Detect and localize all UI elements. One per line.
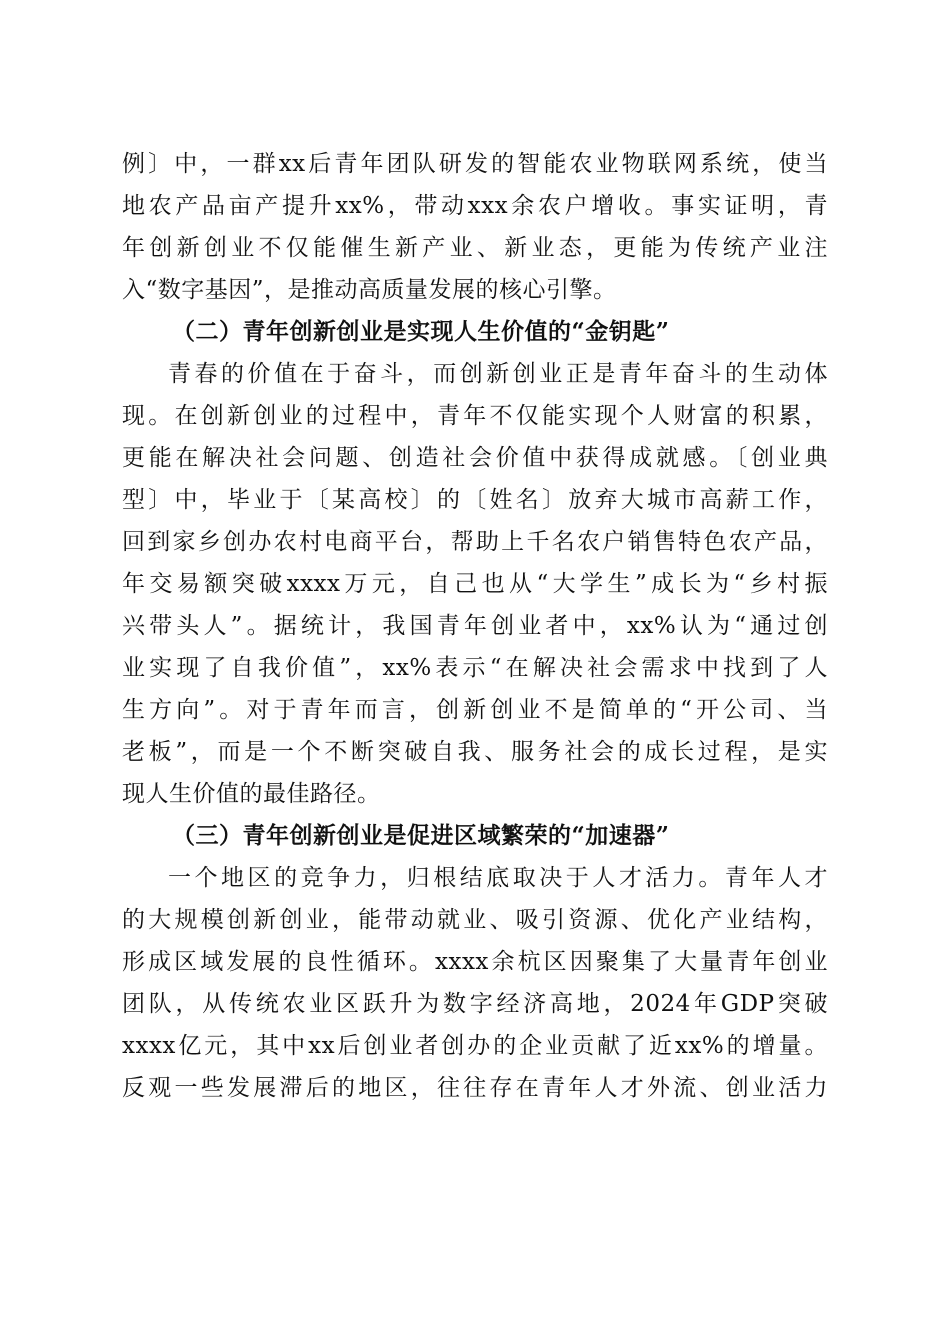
- paragraph-line: xxxx亿元，其中xx后创业者创办的企业贡献了近xx%的增量。: [122, 1033, 828, 1059]
- paragraph-line: 一个地区的竞争力，归根结底取决于人才活力。青年人才: [168, 865, 828, 891]
- paragraph-1: [122, 143, 828, 311]
- document-page: [122, 143, 828, 1109]
- paragraph-line: 生方向”。对于青年而言，创新创业不是简单的“开公司、当: [122, 697, 828, 723]
- paragraph-line: 现。在创新创业的过程中，青年不仅能实现个人财富的积累，: [122, 403, 828, 429]
- paragraph-line: 团队，从传统农业区跃升为数字经济高地，2024年GDP突破: [122, 991, 828, 1017]
- paragraph-line: 青春的价值在于奋斗，而创新创业正是青年奋斗的生动体: [168, 361, 828, 387]
- paragraph-line: 反观一些发展滞后的地区，往往存在青年人才外流、创业活力: [122, 1075, 828, 1101]
- paragraph-line: 现人生价值的最佳路径。: [122, 781, 381, 807]
- paragraph-line: 型〕中，毕业于〔某高校〕的〔姓名〕放弃大城市高薪工作，: [122, 487, 828, 513]
- paragraph-3: [122, 857, 828, 1109]
- paragraph-line: 例〕中，一群xx后青年团队研发的智能农业物联网系统，使当: [122, 151, 828, 177]
- paragraph-line: 入“数字基因”，是推动高质量发展的核心引擎。: [122, 277, 617, 303]
- paragraph-2: [122, 353, 828, 815]
- paragraph-line: 业实现了自我价值”，xx%表示“在解决社会需求中找到了人: [122, 655, 828, 681]
- paragraph-line: 老板”，而是一个不断突破自我、服务社会的成长过程，是实: [122, 739, 828, 765]
- paragraph-line: 更能在解决社会问题、创造社会价值中获得成就感。〔创业典: [122, 445, 828, 471]
- paragraph-line: 的大规模创新创业，能带动就业、吸引资源、优化产业结构，: [122, 907, 828, 933]
- section-heading-2: （二）青年创新创业是实现人生价值的“金钥匙”: [172, 318, 670, 345]
- paragraph-line: 年交易额突破xxxx万元，自己也从“大学生”成长为“乡村振: [122, 571, 828, 597]
- paragraph-line: 年创新创业不仅能催生新产业、新业态，更能为传统产业注: [122, 235, 828, 261]
- paragraph-line: 地农产品亩产提升xx%，带动xxx余农户增收。事实证明，青: [122, 193, 828, 219]
- section-heading-3: （三）青年创新创业是促进区域繁荣的“加速器”: [172, 822, 670, 849]
- paragraph-line: 形成区域发展的良性循环。xxxx余杭区因聚集了大量青年创业: [122, 949, 828, 975]
- paragraph-line: 回到家乡创办农村电商平台，帮助上千名农户销售特色农产品，: [122, 529, 828, 555]
- paragraph-line: 兴带头人”。据统计，我国青年创业者中，xx%认为“通过创: [122, 613, 828, 639]
